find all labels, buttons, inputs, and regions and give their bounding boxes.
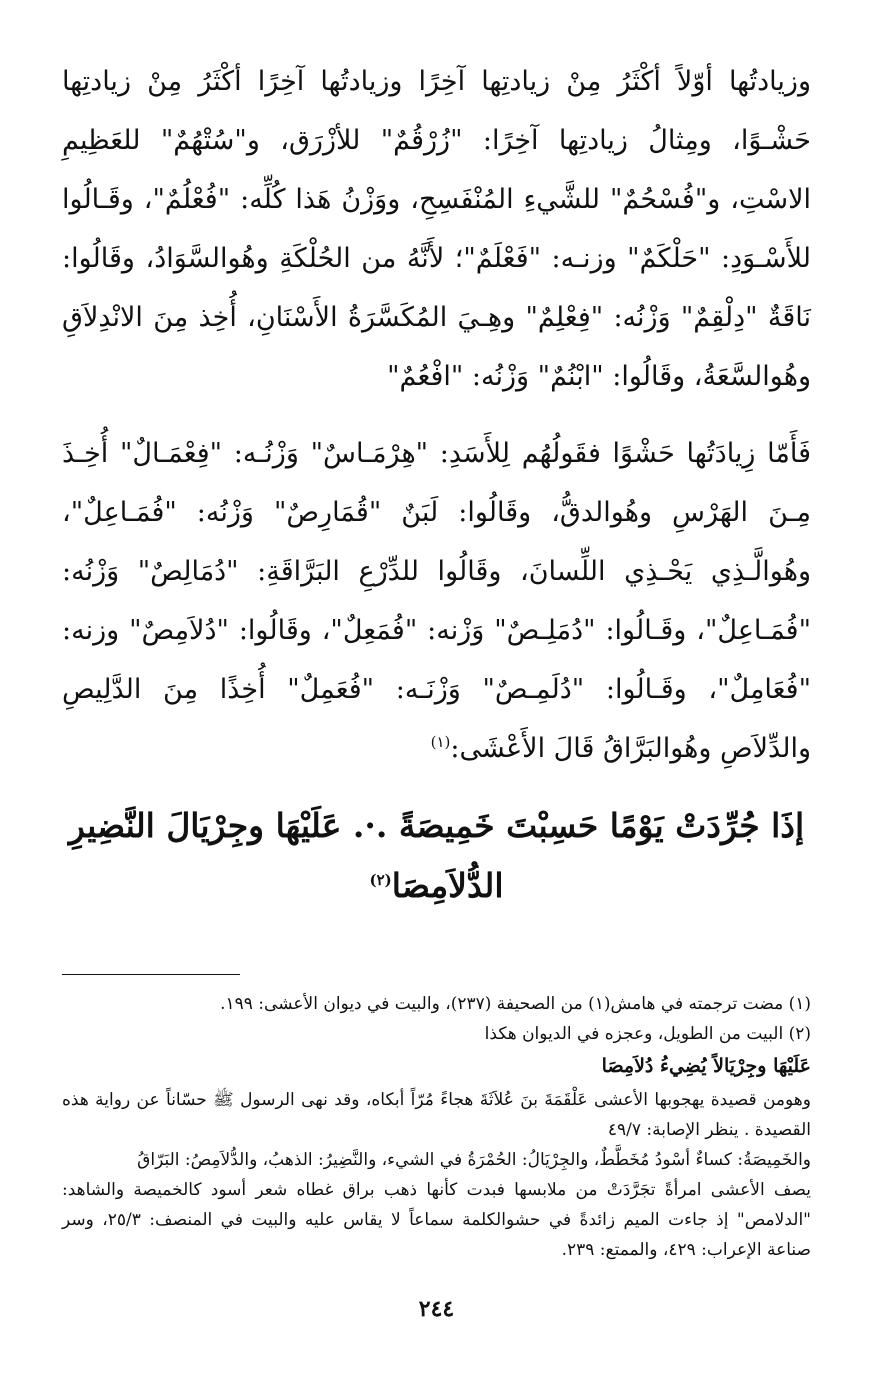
footnote-ref-2: (٢) bbox=[369, 871, 392, 889]
page-number: ٢٤٤ bbox=[418, 1296, 455, 1322]
paragraph-1: وزيادتُها أوّلاً أكْثَرُ مِنْ زيادتِها آخِرًا وزيادتُها آخِرًا أكْثَرُ مِنْ زيادتِها حَشْـوًا، ومِثالُ زيادتِها آخِرًا: "زُرْقُمٌ" للأزْرَق، و"سُتْهُمٌ" للعَظِيمِ الاسْتِ، و"فُسْحُمٌ" للشَّيءِ المُنْفَسِحِ، ووَزْنُ هَذا كُلِّه: "فُعْلُمٌ"، وقَـالُوا للأَسْـوَدِ: "حَلْكَمٌ" وزنـه: "فَعْلَمٌ"؛ لأَنَّهُ من الحُلْكَةِ وهُوالسَّوَادُ، وقَالُوا: نَاقَةٌ "دِلْقِمٌ" وَزْنُه: "فِعْلِمٌ" وهِـيَ المُكَسَّرَةُ الأَسْنَانِ، أُخِذ مِنَ الانْدِلاَقِ وهُوالسَّعَةُ، وقَالُوا: "ابْنُمٌ" وَزْنُه: "افْعُمٌ" bbox=[62, 66, 811, 392]
poetry-verse bbox=[62, 796, 811, 916]
footnote-separator-wrap bbox=[62, 974, 811, 975]
footnote-2: (٢) البيت من الطويل، وعجزه في الديوان هكذا bbox=[484, 1024, 811, 1044]
verse-text: إذَا جُرِّدَتْ يَوْمًا حَسِبْتَ خَمِيصَةً .·. عَلَيْهَا وجِرْيَالَ النَّضِيرِ الدُّلاَمِصَا bbox=[68, 806, 805, 905]
main-text bbox=[62, 52, 811, 778]
footnote-separator bbox=[62, 974, 240, 975]
footnote-2-para-1: وهومن قصيدة يهجوبها الأعشى عَلْقَمَةَ بنَ عُلاَثَةَ هجاءً مُرّاً أبكاه، وقد نهى الرسول ﷺ حسّاناً عن رواية هذه القصيدة . ينظر الإصابة: ٤٩/٧ bbox=[62, 1090, 811, 1140]
footnote-2-para-2: والخَمِيصَةُ: كساءٌ أسْودُ مُخَطَّطٌ، والجِرْيَالُ: الحُمْرَةُ في الشيء، والنَّضِيرُ: الذهبُ، والدُّلاَمِصُ: البَرّاقُ bbox=[137, 1150, 811, 1170]
footnote-1: (١) مضت ترجمته في هامش(١) من الصحيفة (٢٣٧)، والبيت في ديوان الأعشى: ١٩٩. bbox=[220, 994, 811, 1014]
footnotes bbox=[62, 989, 811, 1265]
footnote-2-verse: عَلَيْهَا وجِرْيَالاً يُضِيءُ دُلاَمِصَا bbox=[601, 1055, 811, 1077]
footnote-2-para-3: يصف الأعشى امرأةً تجَرَّدَتْ من ملابسها فبدت كأنها ذهب براق غطاه شعر أسود كالخميصة والشاهد: "الدلامص" إذ جاءت الميم زائدةً في حشوالكلمة سماعاً لا يقاس عليه والبيت في المنصف: ٢٥/٣، وسر صناعة الإعراب: ٤٢٩، والممتع: ٢٣٩. bbox=[62, 1180, 811, 1260]
footnote-ref-1: (١) bbox=[430, 733, 451, 751]
paragraph-2-text: فَأَمّا زِيادَتُها حَشْوًا فقَولُهُم لِلأَسَدِ: "هِرْمَـاسٌ" وَزْنُـه: "فِعْمَـالٌ" أُخِـذَ مِـنَ الهَرْسِ وهُوالدقُّ، وقَالُوا: لَبَنٌ "قُمَارِصٌ" وَزْنُه: "فُمَـاعِلٌ"، وهُوالَّـذِي يَحْـذِي اللِّسانَ، وقَالُوا للدِّرْعِ البَرَّاقَةِ: "دُمَالِصٌ" وَزْنُه: "فُمَـاعِلٌ"، وقَـالُوا: "دُمَلِـصٌ" وَزْنه: "فُمَعِلٌ"، وقَالُوا: "دُلاَمِصٌ" وزنه: "فُعَامِلٌ"، وقَـالُوا: "دُلَمِـصٌ" وَزْنَـه: "فُعَمِلٌ" أُخِذًا مِنَ الدَّلِيصِ والدِّلاَصِ وهُوالبَرَّاقُ قَالَ الأَعْشَى: bbox=[62, 438, 811, 764]
paragraph-2 bbox=[62, 424, 811, 778]
